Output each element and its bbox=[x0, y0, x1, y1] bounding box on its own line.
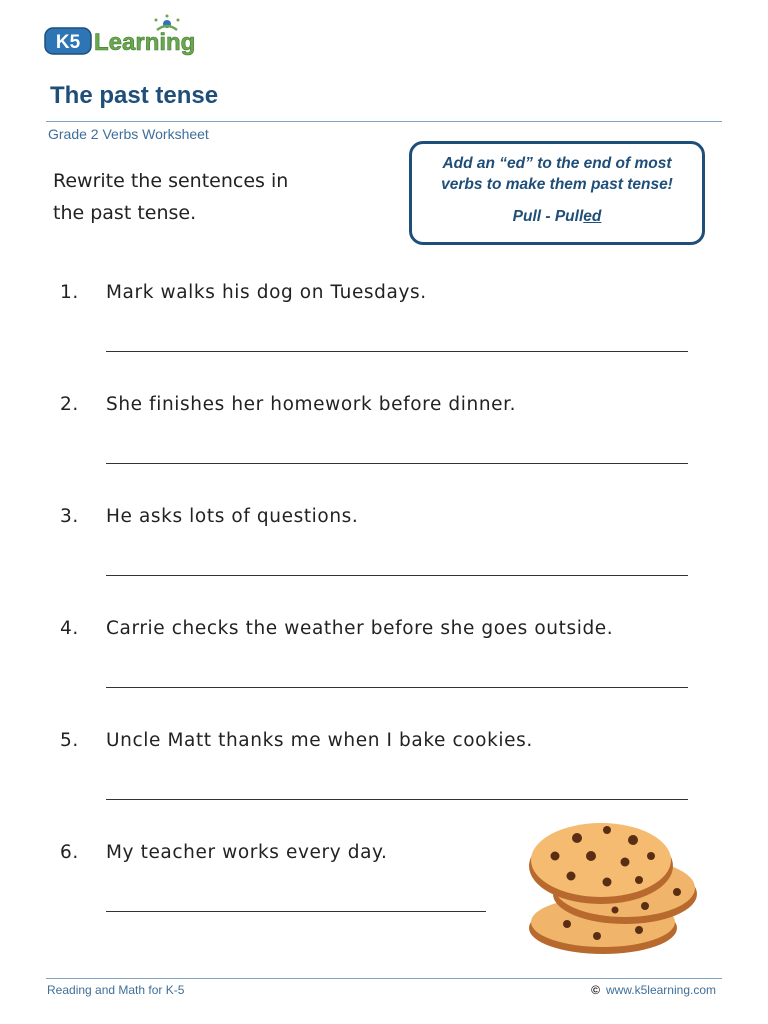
tip-rule bbox=[412, 153, 702, 195]
question-text: My teacher works every day. bbox=[106, 842, 388, 863]
question-number: 1. bbox=[60, 282, 79, 303]
svg-text:Learning: Learning bbox=[94, 29, 196, 56]
answer-line-2[interactable] bbox=[106, 463, 688, 464]
cookies-icon bbox=[527, 818, 699, 960]
footer-divider bbox=[46, 978, 722, 979]
answer-line-3[interactable] bbox=[106, 575, 688, 576]
question-5 bbox=[60, 730, 533, 751]
instructions-line-2: the past tense. bbox=[53, 202, 197, 224]
tip-rule-line-2: verbs to make them past tense! bbox=[441, 176, 673, 193]
question-text: He asks lots of questions. bbox=[106, 506, 359, 527]
question-3 bbox=[60, 506, 358, 527]
question-text: Mark walks his dog on Tuesdays. bbox=[106, 282, 427, 303]
question-number: 2. bbox=[60, 394, 79, 415]
question-1 bbox=[60, 282, 427, 303]
tip-rule-line-1: Add an “ed” to the end of most bbox=[442, 155, 672, 172]
answer-line-1[interactable] bbox=[106, 351, 688, 352]
answer-line-5[interactable] bbox=[106, 799, 688, 800]
tip-box bbox=[409, 141, 705, 245]
svg-text:K5: K5 bbox=[55, 32, 81, 53]
question-4 bbox=[60, 618, 613, 639]
tip-example-base: Pull - Pull bbox=[512, 208, 584, 225]
footer-tagline: Reading and Math for K-5 bbox=[47, 983, 185, 997]
instructions-line-1: Rewrite the sentences in bbox=[53, 170, 289, 192]
header-divider bbox=[46, 121, 722, 122]
question-number: 6. bbox=[60, 842, 79, 863]
copyright-icon: © bbox=[591, 983, 600, 997]
tip-example bbox=[412, 207, 702, 227]
question-text: She finishes her homework before dinner. bbox=[106, 394, 517, 415]
question-2 bbox=[60, 394, 516, 415]
answer-line-6[interactable] bbox=[106, 911, 486, 912]
worksheet-subtitle: Grade 2 Verbs Worksheet bbox=[48, 126, 209, 142]
page-title: The past tense bbox=[50, 82, 219, 109]
answer-line-4[interactable] bbox=[106, 687, 688, 688]
instructions bbox=[53, 165, 333, 229]
tip-example-suffix: ed bbox=[583, 208, 602, 225]
question-number: 5. bbox=[60, 730, 79, 751]
question-number: 4. bbox=[60, 618, 79, 639]
question-text: Uncle Matt thanks me when I bake cookies. bbox=[106, 730, 533, 751]
k5-learning-logo bbox=[44, 14, 214, 60]
question-text: Carrie checks the weather before she goes outside. bbox=[106, 618, 614, 639]
footer-website bbox=[591, 983, 716, 997]
question-number: 3. bbox=[60, 506, 79, 527]
question-6 bbox=[60, 842, 387, 863]
footer-url[interactable]: www.k5learning.com bbox=[605, 983, 716, 997]
